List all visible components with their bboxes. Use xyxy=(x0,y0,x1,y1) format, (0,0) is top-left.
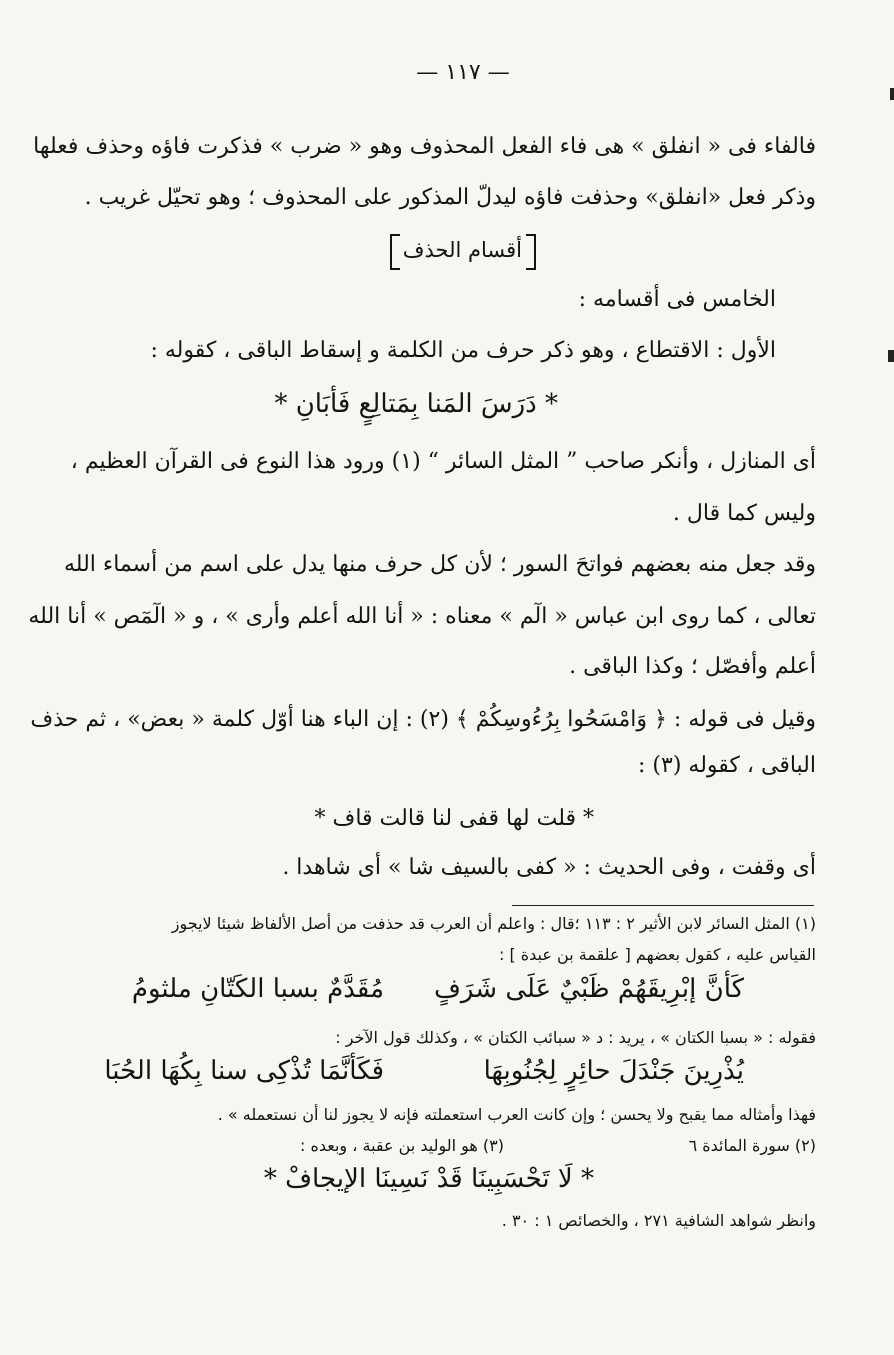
text-line: أى المنازل ، وأنكر صاحب ” المثل السائر “ (١) ورود هذا النوع فى القرآن العظيم ، xyxy=(70,449,816,474)
verse-line: * دَرَسَ المَنا بِمَتالِعٍ فَأبَانِ * xyxy=(274,389,558,419)
footnote-line: فهذا وأمثاله مما يقبح ولا يحسن ؛ وإن كانت العرب استعملته فإنه لا يجوز لنا أن نستعمله » . xyxy=(217,1105,816,1124)
section-heading-text: أقسام الحذف xyxy=(402,238,522,262)
section-heading xyxy=(390,234,536,268)
footnote-verse-hemistich: مُقَدَّمٌ بسبا الكَتّانِ ملثومُ xyxy=(131,974,384,1004)
footnote-verse-line: * لَا تَحْسَبِينَا قَدْ نَسِينَا الإيجافْ * xyxy=(263,1164,594,1194)
footnote-verse-hemistich: فَكَأنَّمَا تُذْكِى سنا بِكُهَا الحُبَا xyxy=(104,1056,384,1086)
text-line: أى وقفت ، وفى الحديث : « كفى بالسيف شا » أى شاهدا . xyxy=(282,855,816,880)
text-line: أعلم وأفصّل ؛ وكذا الباقى . xyxy=(569,654,816,679)
text-line: وقيل فى قوله : ﴿ وَامْسَحُوا بِرُءُوسِكُمْ ﴾ (٢) : إن الباء هنا أوّل كلمة « بعض» ، ثم حذف xyxy=(30,707,816,732)
text-line: وليس كما قال . xyxy=(672,501,816,526)
footnote-line: القياس عليه ، كقول بعضهم [ علقمة بن عبدة ] : xyxy=(498,945,816,964)
footnote-verse-hemistich: يُذْرِينَ جَنْدَلَ حائِرٍ لِجُنُوبِهَا xyxy=(483,1056,744,1086)
right-bracket xyxy=(526,234,536,270)
footnote-line: فقوله : « بسبا الكتان » ، يريد : د « سبائب الكتان » ، وكذلك قول الآخر : xyxy=(335,1028,816,1047)
text-line: الخامس فى أقسامه : xyxy=(578,287,776,312)
text-line: وقد جعل منه بعضهم فواتحَ السور ؛ لأن كل حرف منها يدل على اسم من أسماء الله xyxy=(64,552,816,577)
footnote-line: (١) المثل السائر لابن الأثير ٢ : ١١٣ ؛قال : واعلم أن العرب قد حذفت من أصل الألفاظ شيئا لايجوز xyxy=(171,914,816,933)
page-edge-mark xyxy=(888,350,894,362)
text-line: الباقى ، كقوله (٣) : xyxy=(638,753,816,778)
text-line: الأول : الاقتطاع ، وهو ذكر حرف من الكلمة و إسقاط الباقى ، كقوله : xyxy=(150,338,776,363)
page-number: — ١١٧ — xyxy=(416,60,510,85)
footnote-line: (٢) سورة المائدة ٦ xyxy=(688,1136,816,1155)
text-line: وذكر فعل «انفلق» وحذفت فاؤه ليدلّ المذكور على المحذوف ؛ وهو تحيّل غريب . xyxy=(84,185,816,210)
text-line: تعالى ، كما روى ابن عباس « الٓم » معناه : « أنا الله أعلم وأرى » ، و « الٓمٓص » أنا الله xyxy=(28,604,816,629)
footnote-line: (٣) هو الوليد بن عقبة ، وبعده : xyxy=(300,1136,504,1155)
verse-line: * قلت لها قفى لنا قالت قاف * xyxy=(314,806,594,831)
text-line: فالفاء فى « انفلق » هى فاء الفعل المحذوف وهو « ضرب » فذكرت فاؤه وحذف فعلها xyxy=(33,134,816,159)
footnote-line: وانظر شواهد الشافية ٢٧١ ، والخصائص ١ : ٣٠ . xyxy=(501,1211,816,1230)
page-edge-mark xyxy=(890,88,894,100)
footnote-verse-hemistich: كَأنَّ إبْرِيقَهُمْ ظَبْيٌ عَلَى شَرَفٍ xyxy=(433,974,744,1004)
left-bracket xyxy=(390,234,400,270)
footnote-divider xyxy=(512,905,814,906)
